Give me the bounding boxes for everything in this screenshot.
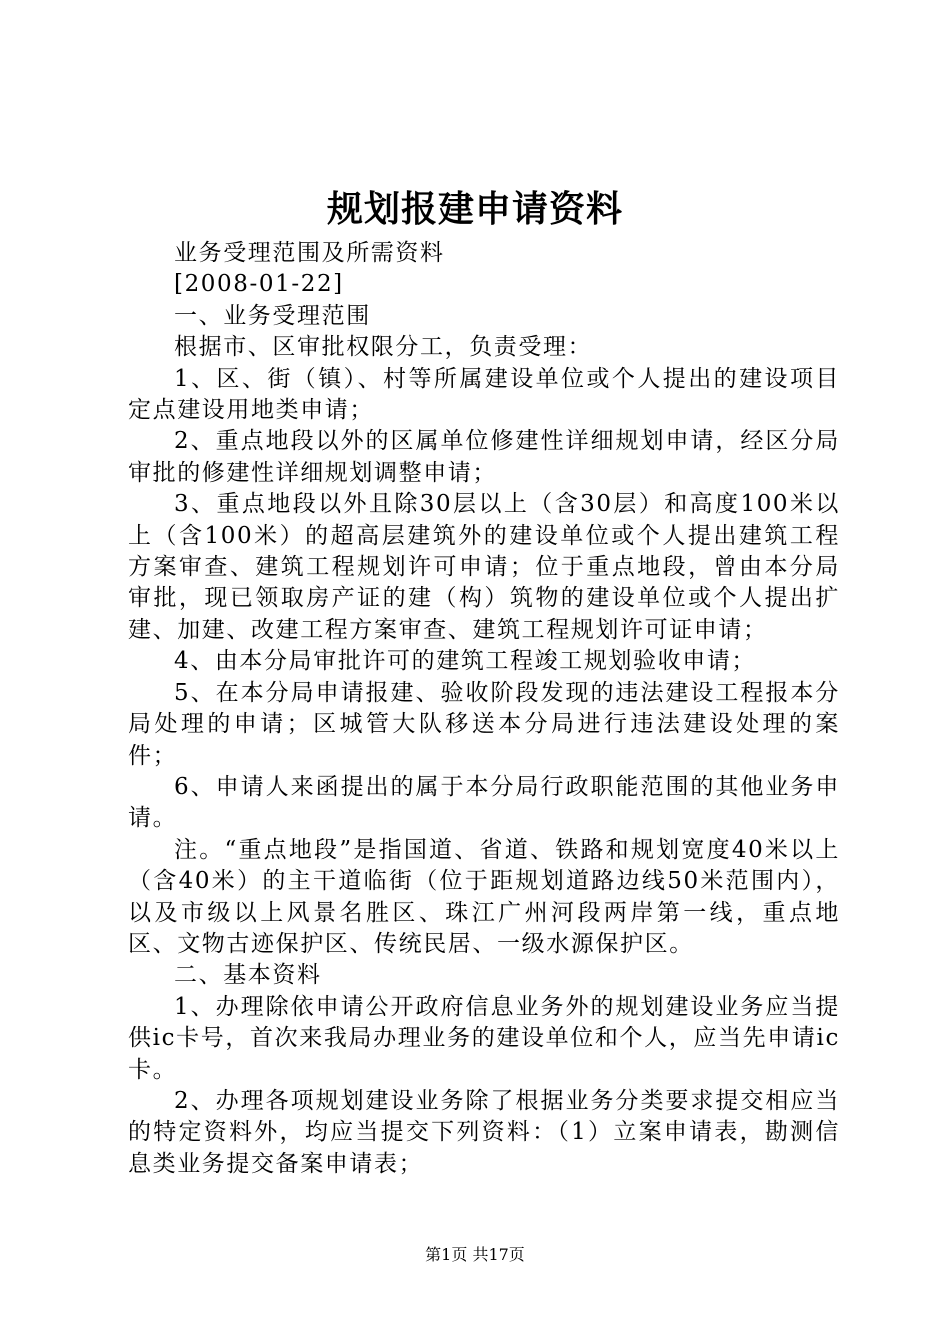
section-heading-scope: 一、业务受理范围	[174, 302, 371, 329]
document-body	[128, 238, 840, 1180]
paragraph-item-3: 3、重点地段以外且除30层以上（含30层）和高度100米以上（含100米）的超高层建筑外的建设单位或个人提出建筑工程方案审查、建筑工程规划许可申请；位于重点地段，曾由本分局审批，现已领取房产证的建（构）筑物的建设单位或个人提出扩建、加建、改建工程方案审查、建筑工程规划许可证申请；	[128, 491, 840, 643]
paragraph-scope-heading: 业务受理范围及所需资料	[174, 240, 445, 266]
paragraph-note: 注。“重点地段”是指国道、省道、铁路和规划宽度40米以上（含40米）的主干道临街（位于距规划道路边线50米范围内），以及市级以上风景名胜区、珠江广州河段两岸第一线，重点地区、文物古迹保护区、传统民居、一级水源保护区。	[128, 836, 840, 957]
paragraph-date: [2008-01-22]	[174, 271, 344, 298]
section-heading-basic: 二、基本资料	[174, 962, 322, 989]
document-title: 规划报建申请资料	[326, 188, 623, 230]
paragraph-item-5: 5、在本分局申请报建、验收阶段发现的违法建设工程报本分局处理的申请；区城管大队移送本分局进行违法建设处理的案件；	[128, 679, 840, 769]
page-number-footer: 第1页 共17页	[425, 1245, 525, 1264]
paragraph-basic-2: 2、办理各项规划建设业务除了根据业务分类要求提交相应当的特定资料外，均应当提交下列资料：（1）立案申请表，勘测信息类业务提交备案申请表；	[128, 1087, 840, 1177]
paragraph-intro: 根据市、区审批权限分工，负责受理：	[174, 334, 593, 361]
paragraph-item-1: 1、区、街（镇）、村等所属建设单位或个人提出的建设项目定点建设用地类申请；	[128, 365, 840, 424]
paragraph-item-2: 2、重点地段以外的区属单位修建性详细规划申请，经区分局审批的修建性详细规划调整申请；	[128, 428, 840, 486]
paragraph-basic-1: 1、办理除依申请公开政府信息业务外的规划建设业务应当提供ic卡号，首次来我局办理业务的建设单位和个人，应当先申请ic卡。	[128, 993, 840, 1083]
paragraph-item-4: 4、由本分局审批许可的建筑工程竣工规划验收申请；	[174, 648, 757, 675]
paragraph-item-6: 6、申请人来函提出的属于本分局行政职能范围的其他业务申请。	[128, 773, 840, 832]
